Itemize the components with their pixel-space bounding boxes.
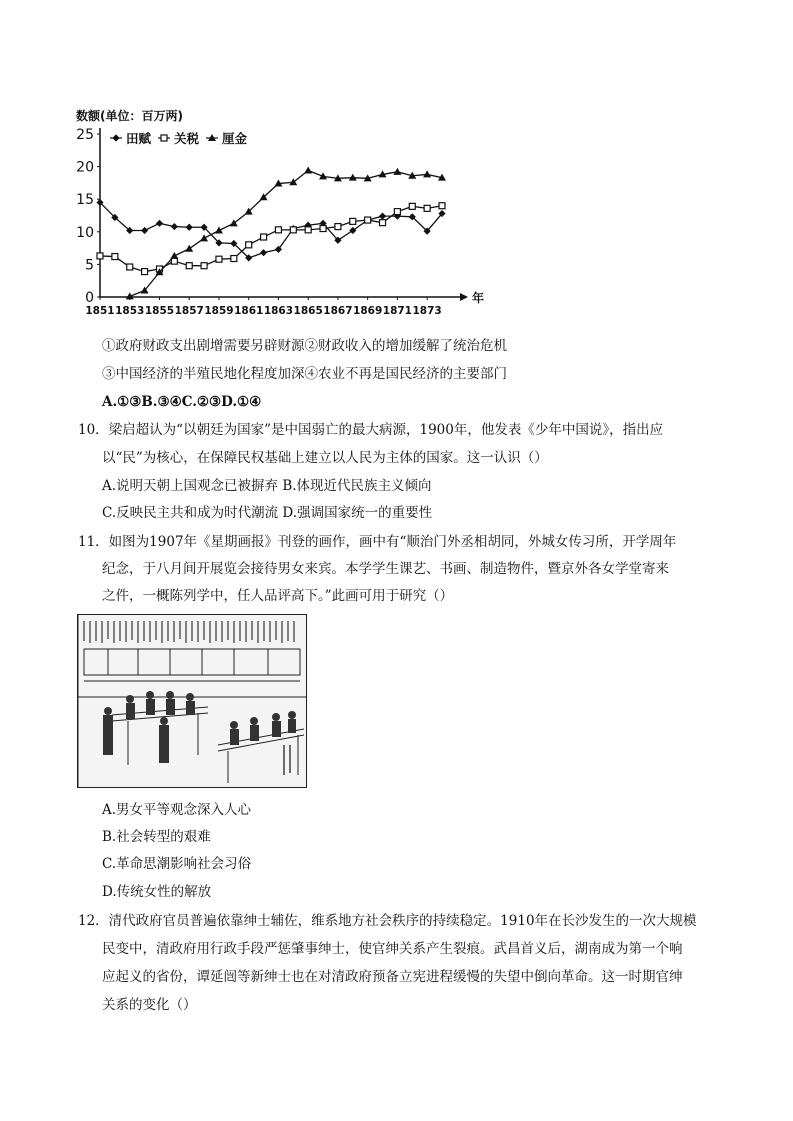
data-point-series-1	[142, 269, 148, 275]
data-point-series-1	[350, 218, 356, 224]
data-point-series-1	[201, 263, 207, 269]
q10-stem-line-1: 10．梁启超认为“以朝廷为国家”是中国弱亡的最大病源，1900年，他发表《少年中国说》，指出应	[78, 422, 664, 438]
legend-marker-1	[161, 135, 167, 141]
data-point-series-2	[304, 167, 312, 174]
x-tick-label: 1867	[323, 305, 353, 317]
q11-option-b: B.社会转型的艰难	[102, 829, 211, 845]
legend-label-0: 田赋	[126, 131, 152, 146]
data-point-series-1	[439, 203, 445, 209]
q12-stem-line-1: 12．清代政府官员普遍依靠绅士辅佐，维系地方社会秩序的持续稳定。1910年在长沙发生的一次大规模	[78, 913, 697, 929]
data-point-series-2	[215, 226, 223, 233]
data-point-series-1	[186, 263, 192, 269]
q11-stem-line-2: 纪念，于八月间开展览会接待男女来宾。本学学生课艺、书画、制造物件，暨京外各女学堂寄来	[102, 561, 669, 577]
q9-statement-line-1: ①政府财政支出剧增需要另辟财源②财政收入的增加缓解了统治危机	[102, 338, 507, 354]
data-point-series-1	[305, 227, 311, 233]
y-tick-label: 10	[76, 224, 94, 241]
data-point-series-1	[261, 234, 267, 240]
q10-options-ab: A.说明天朝上国观念已被摒弃 B.体现近代民族主义倾向	[102, 478, 432, 494]
x-tick-label: 1865	[293, 305, 323, 317]
data-point-series-0	[379, 213, 386, 220]
data-point-series-2	[170, 252, 178, 259]
data-point-series-2	[185, 245, 193, 252]
data-point-series-1	[409, 203, 415, 209]
data-point-series-1	[320, 226, 326, 232]
q12-stem-line-2: 民变中，清政府用行政手段严惩肇事绅士，使官绅关系产生裂痕。武昌首义后，湖南成为第一个响	[102, 941, 683, 957]
x-tick-label: 1873	[412, 305, 442, 317]
x-tick-label: 1861	[234, 305, 264, 317]
x-tick-label: 1869	[353, 305, 383, 317]
x-tick-label: 1871	[382, 305, 413, 317]
series-line-0	[100, 202, 442, 257]
x-tick-label: 1857	[174, 305, 204, 317]
y-tick-label: 15	[76, 192, 94, 209]
revenue-line-chart	[72, 104, 492, 324]
y-tick-label: 5	[85, 257, 94, 274]
x-tick-label: 1853	[115, 305, 145, 317]
q10-options-cd: C.反映民主共和成为时代潮流 D.强调国家统一的重要性	[102, 505, 433, 521]
q12-stem-line-4: 关系的变化（）	[102, 997, 197, 1013]
legend-marker-0	[112, 134, 119, 141]
data-point-series-0	[156, 220, 163, 227]
data-point-series-0	[141, 227, 148, 234]
q11-stem-line-1: 11．如图为1907年《星期画报》刊登的画作，画中有“顺治门外丞相胡同，外城女传习所，开学周年	[78, 534, 677, 550]
x-tick-label: 1851	[85, 305, 115, 317]
data-point-series-1	[394, 209, 400, 215]
exhibition-illustration	[77, 614, 307, 788]
data-point-series-1	[246, 242, 252, 248]
data-point-series-0	[171, 223, 178, 230]
data-point-series-1	[97, 253, 103, 259]
data-point-series-1	[290, 227, 296, 233]
data-point-series-1	[216, 256, 222, 262]
y-tick-label: 20	[76, 159, 94, 176]
q9-options: A.①③B.③④C.②③D.①④	[102, 394, 262, 410]
data-point-series-2	[200, 234, 208, 241]
data-point-series-0	[186, 224, 193, 231]
q12-stem-line-3: 应起义的省份，谭延闿等新绅士也在对清政府预备立宪进程缓慢的失望中倒向革命。这一时期官绅	[102, 969, 683, 985]
y-axis-label: 数额(单位：百万两)	[76, 109, 183, 123]
y-tick-label: 25	[76, 127, 94, 143]
x-tick-label: 1855	[144, 305, 175, 317]
legend-label-2: 厘金	[222, 131, 248, 146]
x-tick-label: 1859	[204, 305, 234, 317]
series-line-2	[130, 171, 442, 297]
data-point-series-2	[423, 170, 431, 177]
x-axis-label: 年	[472, 291, 485, 305]
q11-option-a: A.男女平等观念深入人心	[102, 802, 252, 818]
q9-statement-line-2: ③中国经济的半殖民地化程度加深④农业不再是国民经济的主要部门	[102, 366, 507, 382]
q10-stem-line-2: 以“民”为核心，在保障民权基础上建立以人民为主体的国家。这一认识（）	[102, 450, 548, 466]
chart-svg	[72, 104, 492, 324]
data-point-series-0	[260, 249, 267, 256]
data-point-series-1	[275, 227, 281, 233]
data-point-series-1	[335, 224, 341, 230]
data-point-series-1	[231, 256, 237, 262]
data-point-series-1	[112, 254, 118, 260]
data-point-series-1	[365, 217, 371, 223]
data-point-series-1	[380, 220, 386, 226]
data-point-series-2	[393, 168, 401, 175]
x-tick-label: 1863	[263, 305, 294, 317]
legend-label-1: 关税	[174, 131, 200, 146]
q11-option-d: D.传统女性的解放	[102, 884, 212, 900]
q11-option-c: C.革命思潮影响社会习俗	[102, 856, 252, 872]
x-axis-arrow	[460, 293, 468, 301]
data-point-series-1	[127, 264, 133, 270]
y-tick-label: 0	[85, 290, 94, 306]
q11-stem-line-3: 之件，一概陈列学中，任人品评高下。”此画可用于研究（）	[102, 588, 454, 604]
data-point-series-1	[424, 205, 430, 211]
